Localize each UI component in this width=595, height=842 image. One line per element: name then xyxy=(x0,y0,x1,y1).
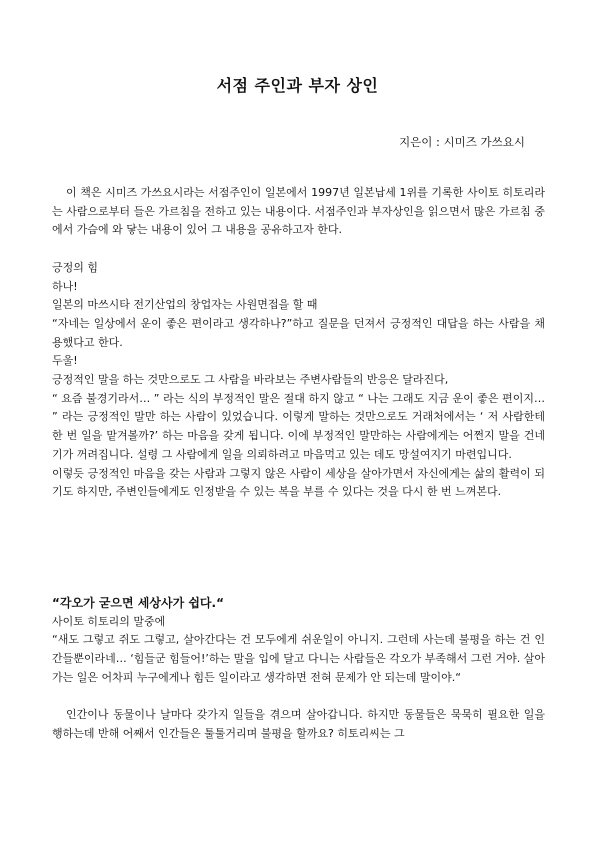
section1-line-2: “자네는 일상에서 운이 좋은 편이라고 생각하나?”하고 질문을 던져서 긍정적인 대답을 하는 사람을 채용했다고 한다. xyxy=(52,316,545,349)
section2-paragraph: 인간이나 동물이나 날마다 갖가지 일들을 겪으며 살아갑니다. 하지만 동물들은 묵묵히 필요한 일을 행하는데 반해 어째서 인간들은 툴툴거리며 불평을 할까요? 히토리씨는 그 xyxy=(52,708,545,740)
document-body xyxy=(52,184,545,502)
section2-subheading: 사이토 히토리의 말중에 xyxy=(52,614,166,628)
section1-line-1: 일본의 마쓰시타 전기산업의 창업자는 사원면접을 할 때 xyxy=(52,298,318,312)
section-heading-positive: 긍정의 힘 xyxy=(52,260,99,274)
second-point-label: 두울! xyxy=(52,354,78,368)
section1-line-3: 긍정적인 말을 하는 것만으로도 그 사람을 바라보는 주변사람들의 반응은 달라진다, xyxy=(52,373,449,387)
document-body-section2 xyxy=(52,594,545,744)
section-heading-resolve: “각오가 굳으면 세상사가 쉽다.“ xyxy=(52,596,224,610)
document-title: 서점 주인과 부자 상인 xyxy=(216,76,379,95)
first-point-label: 하나! xyxy=(52,279,78,293)
section1-line-4: “ 요즘 불경기라서… ” 라는 식의 부정적인 말은 절대 하지 않고 “ 나는 그래도 지금 운이 좋은 편이지… ” 라는 긍정적인 말만 하는 사람이 있었습니다. 이렇게 말하는 것만으로도 거래처에서는 ‘ 저 사람한테 한 번 일을 맡겨볼까?’ 하는 마음을 갖게 됩니다. 이에 부정적인 말만하는 사람에게는 어쩐지 말을 건네기가 꺼려집니다. 설령 그 사람에게 일을 의뢰하려고 마음먹고 있는 데도 망설여지기 마련입니다. xyxy=(52,391,545,461)
paragraph-gap xyxy=(52,240,545,259)
section2-quote: “새도 그렇고 쥐도 그렇고, 살아간다는 건 모두에게 쉬운일이 아니지. 그런데 사는데 불평을 하는 건 인간들뿐이라네… ‘힘들군 힘들어!’하는 말을 입에 달고 다니는 사람들은 각오가 부족해서 그런 거야. 살아가는 일은 어차피 누구에게나 힘든 일이라고 생각하면 전혀 문제가 안 되는데 말이야.“ xyxy=(52,633,545,684)
section1-line-5: 이렇듯 긍정적인 마음을 갖는 사람과 그렇지 않은 사람이 세상을 살아가면서 자신에게는 삶의 활력이 되기도 하지만, 주변인들에게도 인정받을 수 있는 복을 부를 수 있다는 것을 다시 한 번 느껴본다. xyxy=(52,466,545,499)
intro-paragraph: 이 책은 시미즈 가쓰요시라는 서점주인이 일본에서 1997년 일본납세 1위를 기록한 사이토 히토리라는 사람으로부터 들은 가르침을 전하고 있는 내용이다. 서점주인과 부자상인을 읽으면서 많은 가르침 중에서 가슴에 와 닿는 내용이 있어 그 내용을 공유하고자 한다. xyxy=(52,186,545,237)
paragraph-gap xyxy=(52,688,545,707)
author-line: 지은이 : 시미즈 가쓰요시 xyxy=(399,135,525,149)
